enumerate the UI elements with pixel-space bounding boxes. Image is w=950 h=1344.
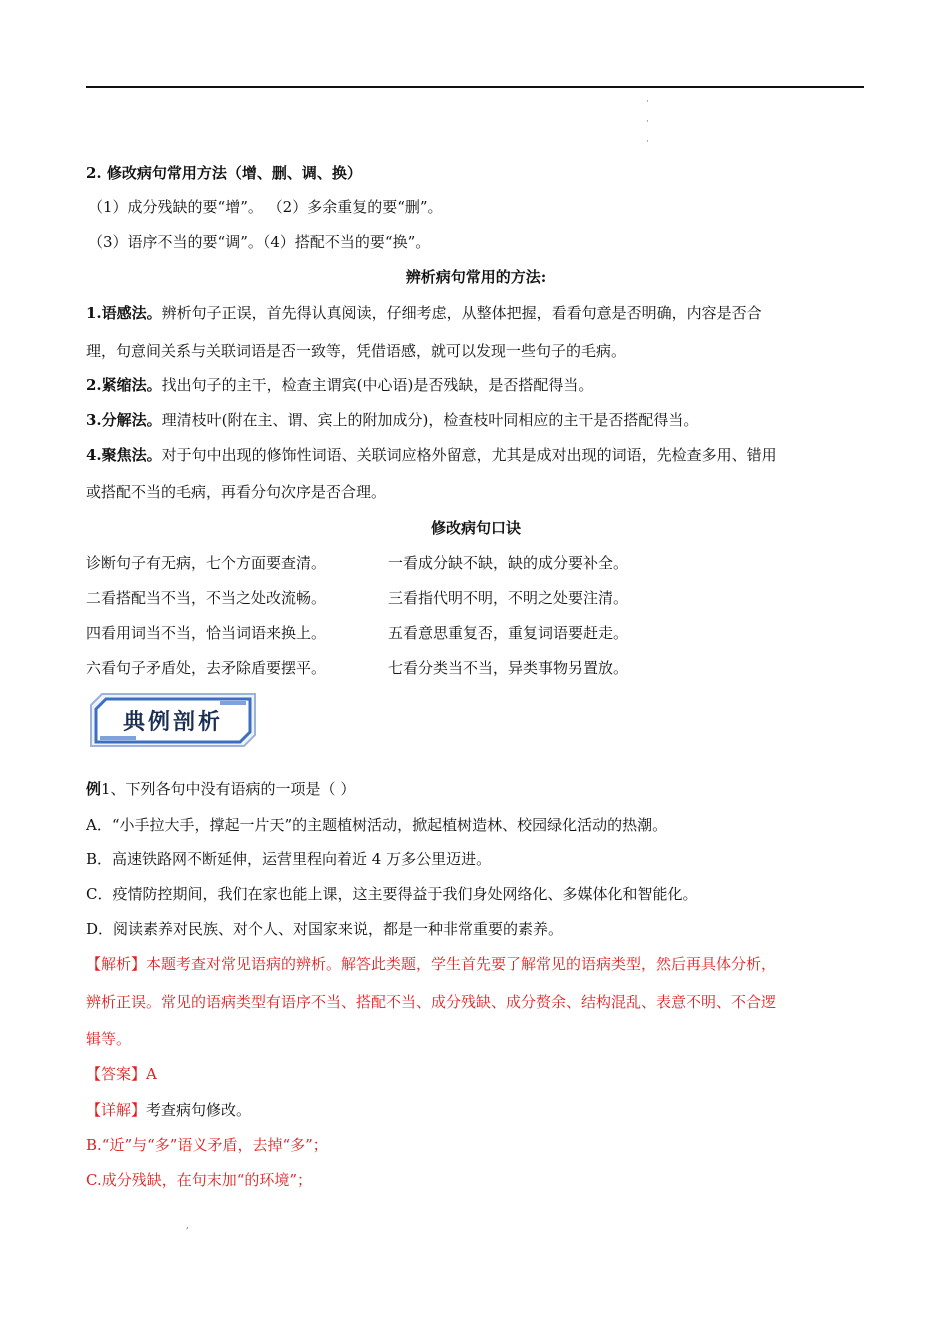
detail-label: 【详解】 [86, 1101, 147, 1119]
analysis-cont: 或搭配不当的毛病，再看分句次序是否合理。 [86, 483, 387, 501]
rhyme-line: 一看成分缺不缺，缺的成分要补全。 [388, 554, 629, 572]
answer-label: 【答案】 [86, 1065, 147, 1083]
analysis-item [86, 303, 866, 323]
option-d: D．阅读素养对民族、对个人、对国家来说，都是一种非常重要的素养。 [86, 920, 564, 938]
method-line: （3）语序不当的要“调”。（4）搭配不当的要“换”。 [88, 233, 431, 251]
analysis-term: 2.紧缩法。 [86, 376, 162, 394]
analysis-item [86, 375, 866, 395]
detail-item: C.成分残缺，在句末加“的环境”； [86, 1171, 313, 1189]
rhyme-line: 六看句子矛盾处，去矛除盾要摆平。 [86, 659, 327, 677]
analysis-paragraph: 辑等。 [86, 1030, 132, 1048]
answer-value: A [146, 1065, 157, 1083]
rhyme-line: 四看用词当不当，恰当词语来换上。 [86, 624, 327, 642]
analysis-text: 辨析句子正误，首先得认真阅读，仔细考虑，从整体把握，看看句意是否明确，内容是否合 [161, 304, 762, 322]
question-text: 1、下列各句中没有语病的一项是（ ） [101, 780, 356, 798]
answer-line [86, 1064, 866, 1084]
rhyme-heading: 修改病句口诀 [430, 519, 521, 537]
analysis-paragraph: 【解析】本题考查对常见语病的辨析。解答此类题，学生首先要了解常见的语病类型，然后再具体分析， [86, 955, 777, 973]
banner-label: 典例剖析 [122, 709, 223, 735]
detail-item: B.“近”与“多”语义矛盾，去掉“多”； [86, 1136, 328, 1154]
rhyme-line: 七看分类当不当，异类事物另置放。 [388, 659, 629, 677]
header-rule [86, 86, 864, 88]
analysis-item [86, 410, 866, 430]
margin-mark: · [646, 117, 649, 127]
margin-mark: · [646, 137, 649, 147]
analysis-heading: 辨析病句常用的方法: [405, 268, 547, 286]
analysis-cont: 理，句意间关系与关联词语是否一致等，凭借语感，就可以发现一些句子的毛病。 [86, 342, 627, 360]
margin-mark: · [646, 97, 649, 107]
rhyme-line: 二看搭配当不当，不当之处改流畅。 [86, 589, 327, 607]
analysis-term: 4.聚焦法。 [86, 446, 162, 464]
detail-line [86, 1100, 866, 1120]
methods-heading: 2. 修改病句常用方法（增、删、调、换） [86, 164, 362, 182]
method-line: （1）成分残缺的要“增”。 （2）多余重复的要“删”。 [88, 198, 443, 216]
analysis-text: 找出句子的主干，检查主谓宾(中心语)是否残缺，是否搭配得当。 [161, 376, 594, 394]
option-b: B．高速铁路网不断延伸，运营里程向着近 4 万多公里迈进。 [86, 850, 492, 868]
analysis-term: 1.语感法。 [86, 304, 162, 322]
analysis-paragraph: 辨析正误。常见的语病类型有语序不当、搭配不当、成分残缺、成分赘余、结构混乱、表意不明、不合逻 [86, 993, 777, 1011]
analysis-item [86, 445, 866, 465]
detail-text: 考查病句修改。 [146, 1101, 252, 1119]
section-banner [88, 691, 258, 749]
rhyme-line: 五看意思重复否，重复词语要赶走。 [388, 624, 629, 642]
footer-mark: , [186, 1221, 189, 1231]
question-prefix: 例 [86, 780, 102, 798]
analysis-text: 对于句中出现的修饰性词语、关联词应格外留意，尤其是成对出现的词语，先检查多用、错用 [161, 446, 777, 464]
option-c: C．疫情防控期间，我们在家也能上课，这主要得益于我们身处网络化、多媒体化和智能化。 [86, 885, 698, 903]
option-a: A．“小手拉大手，撑起一片天”的主题植树活动，掀起植树造林、校园绿化活动的热潮。 [86, 816, 668, 834]
analysis-term: 3.分解法。 [86, 411, 162, 429]
rhyme-line: 三看指代明不明，不明之处要注清。 [388, 589, 629, 607]
rhyme-line: 诊断句子有无病，七个方面要查清。 [86, 554, 327, 572]
example-question [86, 779, 866, 799]
analysis-text: 理清枝叶(附在主、谓、宾上的附加成分)，检查枝叶同相应的主干是否搭配得当。 [161, 411, 699, 429]
